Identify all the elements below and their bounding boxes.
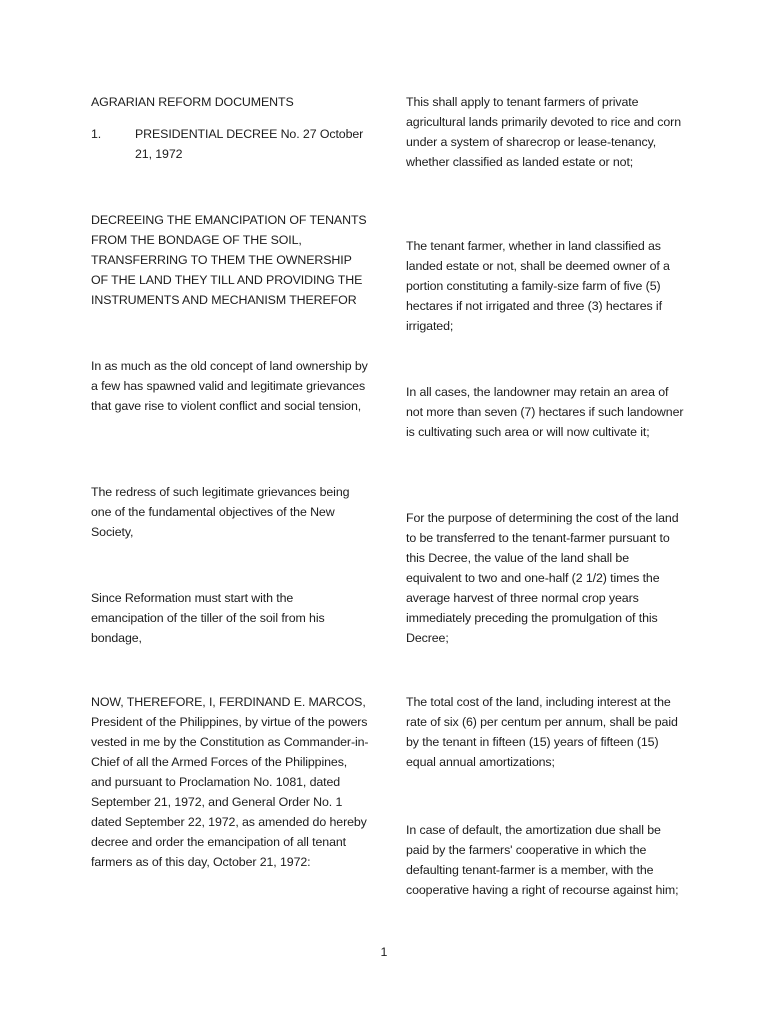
decree-item-number: 1. <box>91 127 102 141</box>
whereas-clause-1: In as much as the old concept of land ownership by a few has spawned valid and legitimate grievances that gave rise to violent conflict and social tension, <box>91 359 368 413</box>
decree-list-item <box>91 124 369 164</box>
provision-default: In case of default, the amortization due shall be paid by the farmers' cooperative in which the defaulting tenant-farmer is a member, with the cooperative having a right of recourse against him; <box>406 823 679 897</box>
whereas-clause-3: Since Reformation must start with the emancipation of the tiller of the soil from his bondage, <box>91 591 325 645</box>
provision-amortization: The total cost of the land, including interest at the rate of six (6) per centum per annum, shall be paid by the tenant in fifteen (15) years of fifteen (15) equal annual amortizations; <box>406 695 678 769</box>
provision-land-value: For the purpose of determining the cost of the land to be transferred to the tenant-farmer pursuant to this Decree, the value of the land shall be equivalent to two and one-half (2 1/2) times the average harvest of three normal crop years immediately preceding the promulgation of this Decree; <box>406 511 679 645</box>
decree-enactment: NOW, THEREFORE, I, FERDINAND E. MARCOS, President of the Philippines, by virtue of the powers vested in me by the Constitution as Commander-in-Chief of all the Armed Forces of the Philippines, and pursuant to Proclamation No. 1081, dated September 21, 1972, and General Order No. 1 dated September 22, 1972, as amended do hereby decree and order the emancipation of all tenant farmers as of this day, October 21, 1972: <box>91 695 369 869</box>
provision-scope: This shall apply to tenant farmers of private agricultural lands primarily devoted to rice and corn under a system of sharecrop or lease-tenancy, whether classified as landed estate or not; <box>406 95 682 169</box>
page-number: 1 <box>380 945 388 959</box>
provision-family-farm: The tenant farmer, whether in land classified as landed estate or not, shall be deemed owner of a portion constituting a family-size farm of five (5) hectares if not irrigated and three (3) hectares if irrigated; <box>406 239 670 333</box>
provision-retention: In all cases, the landowner may retain an area of not more than seven (7) hectares if such landowner is cultivating such area or will now cultivate it; <box>406 385 684 439</box>
document-title: AGRARIAN REFORM DOCUMENTS <box>91 95 294 109</box>
decree-item-title: PRESIDENTIAL DECREE No. 27 October 21, 1972 <box>135 127 364 161</box>
decree-heading: DECREEING THE EMANCIPATION OF TENANTS FROM THE BONDAGE OF THE SOIL, TRANSFERRING TO THEM THE OWNERSHIP OF THE LAND THEY TILL AND PROVIDING THE INSTRUMENTS AND MECHANISM THEREFOR <box>91 213 367 307</box>
whereas-clause-2: The redress of such legitimate grievances being one of the fundamental objectives of the New Society, <box>91 485 350 539</box>
